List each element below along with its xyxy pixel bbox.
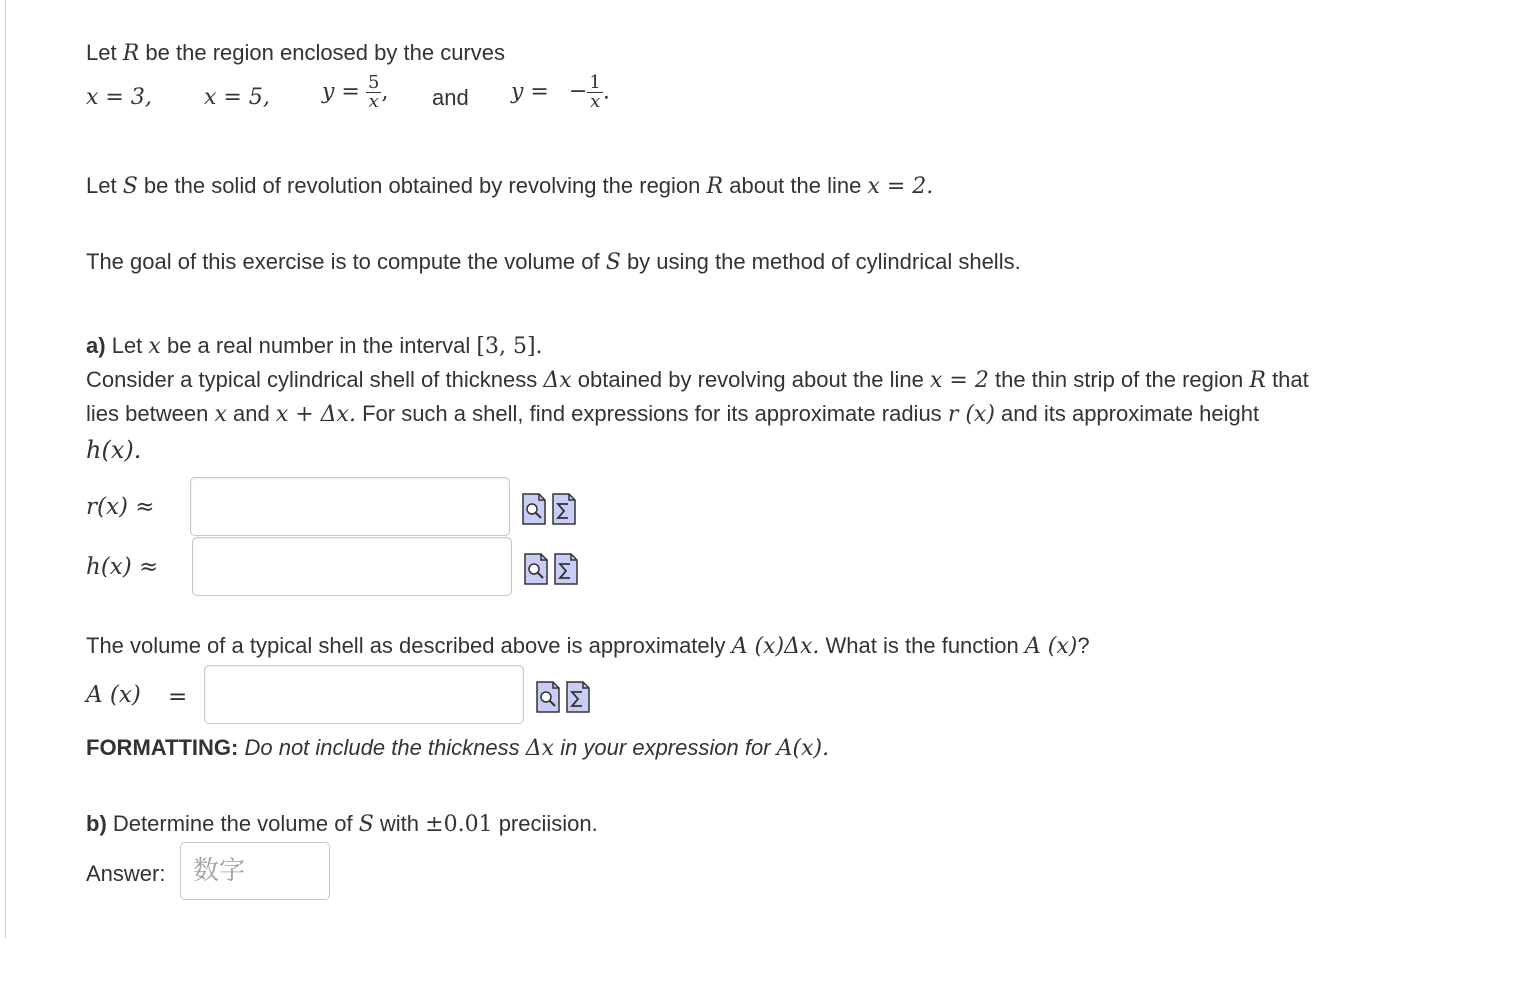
text: Determine the volume of [112,811,353,836]
text: that [1272,367,1309,392]
text: preciision. [498,811,598,836]
curve-y-neg-1-over-x: y = − $\frac{1}{x}$ . [511,72,610,112]
A-input[interactable] [204,665,524,724]
text: about the line [729,173,862,198]
equation-editor-icon[interactable] [565,680,591,714]
delta-x: Δx [525,736,555,761]
curve-x5: x = 5, [204,85,270,110]
var-S: S [358,812,374,837]
eq-lhs: y = [511,79,549,105]
equation-editor-icon[interactable] [551,492,577,526]
text: be the solid of revolution obtained by revolving the region [143,173,701,198]
equals-sign: = [168,684,188,710]
text: The goal of this exercise is to compute the volume of [86,249,600,274]
A-label: A (x) [86,682,141,708]
intro-line [86,38,505,69]
h-label: h(x) ≈ [86,554,159,580]
text: lies between [86,401,209,426]
var-x: x [148,334,161,359]
part-a-label: a) [86,333,106,358]
intro-text: be the region enclosed by the curves [145,40,505,65]
curve-x3: x = 3, [86,85,152,110]
x-plus-delta-x: x + Δx. [275,402,356,427]
part-a-consider [86,365,1309,396]
volume-question [86,631,1090,662]
formatting-label: FORMATTING: [86,735,239,760]
var-S: S [122,174,138,199]
var-R: R [122,41,140,66]
intro-text: Let [86,40,117,65]
A-fn: A (x) [1024,634,1078,659]
r-label: r(x) ≈ [86,494,155,520]
part-a-lies-between [86,399,1259,430]
precision-value: ±0.01 [425,812,493,837]
text: Consider a typical cylindrical shell of thickness [86,367,538,392]
fraction [366,74,381,111]
and-word: and [432,85,469,110]
A-tools [535,680,591,714]
h-tools [523,552,579,586]
part-a-intro [86,331,543,362]
answer-input[interactable] [180,842,330,900]
formatting-text: in your expression for [560,735,771,760]
equation-editor-icon[interactable] [553,552,579,586]
var-R: R [706,174,724,199]
fraction [587,74,602,111]
part-a-height-fn [86,435,141,466]
answer-label: Answer: [86,861,166,886]
question-mark: ? [1077,633,1090,658]
var-R: R [1249,368,1266,393]
text: with [379,811,420,836]
formatting-text: Do not include the thickness [244,735,520,760]
curve-y-5-over-x: y = $\frac{5}{x}$ , [322,72,389,112]
left-border-rule [5,0,6,938]
formatting-note [86,733,829,764]
part-b-question [86,809,598,840]
axis-equation: x = 2 [930,368,989,393]
part-b-label: b) [86,811,107,836]
text: and [232,401,270,426]
text: Let [86,173,117,198]
radius-fn: r (x) [947,402,995,427]
fraction-den: x [590,91,601,112]
goal-statement [86,247,1021,278]
preview-icon[interactable] [521,492,547,526]
preview-icon[interactable] [535,680,561,714]
text: by using the method of cylindrical shells. [626,249,1021,274]
solid-definition [86,171,933,202]
text: The volume of a typical shell as described above is approximately [86,633,726,658]
fraction-num: 1 [589,72,601,93]
fraction-num: 5 [367,72,380,93]
text: Let [111,333,143,358]
height-fn: h(x). [86,436,142,464]
axis-equation: x = 2. [867,174,934,199]
var-x: x [214,402,227,427]
text: and its approximate height [1001,401,1260,426]
text: be a real number in the interval [166,333,471,358]
text: obtained by revolving about the line [577,367,924,392]
preview-icon[interactable] [523,552,549,586]
r-tools [521,492,577,526]
h-input[interactable] [192,537,512,596]
interval: [3, 5]. [476,334,543,359]
delta-x: Δx [543,368,572,393]
eq-lhs: y = [322,79,360,105]
fraction-den: x [368,91,379,112]
r-input[interactable] [190,477,510,536]
var-S: S [605,250,621,275]
A-fn: A(x). [776,736,830,761]
text: For such a shell, find expressions for its approximate radius [362,401,942,426]
volume-expression: A (x)Δx. [731,634,820,659]
text: What is the function [825,633,1019,658]
text: the thin strip of the region [994,367,1244,392]
